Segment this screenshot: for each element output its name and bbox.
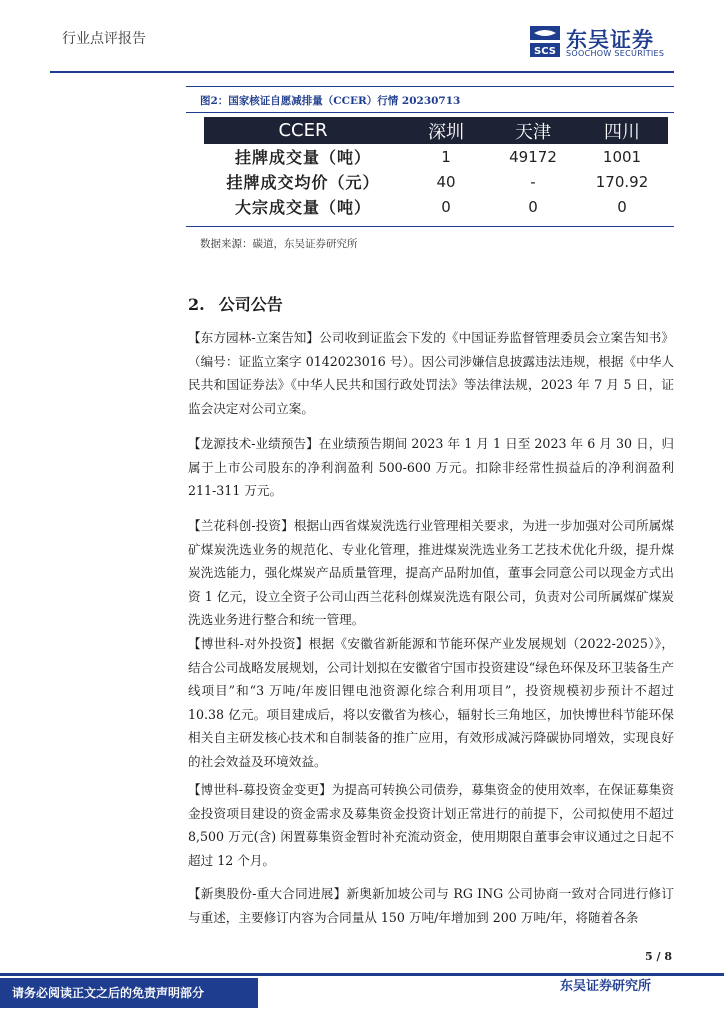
table-row (204, 194, 668, 219)
table-header-cell: CCER (204, 117, 402, 144)
ccer-table (204, 117, 668, 219)
table-cell: 49172 (509, 147, 557, 166)
table-cell: 40 (436, 172, 456, 191)
table-header-cell: 天津 (490, 117, 576, 144)
header-divider (50, 71, 674, 73)
section-number: 2. (188, 295, 205, 314)
announcement-paragraph: 【兰花科创-投资】根据山西省煤炭洗选行业管理相关要求，为进一步加强对公司所属煤矿煤炭洗选业务的规范化、专业化管理，推进煤炭洗选业务工艺技术优化升级，提升煤炭洗选能力，强化煤炭产品质量管理，提高产品附加值，董事会同意公司以现金方式出资 1 亿元，设立全资子公司山西兰花科创煤炭洗选有限公司，负责对公司所属煤矿煤炭洗选业务进行整合和统一管理。 (188, 518, 674, 627)
table-cell: 0 (441, 197, 451, 216)
row-label: 大宗成交量（吨） (234, 198, 371, 217)
brand-logo (528, 22, 678, 62)
table-row (204, 169, 668, 194)
announcement-paragraph: 【东方园林-立案告知】公司收到证监会下发的《中国证券监督管理委员会立案告知书》（编号：证监立案字 0142023016 号）。因公司涉嫌信息披露违法违规，根据《中华人民共和国证券法》《中华人民共和国行政处罚法》等法律法规，2023 年 7 月 5 日，证监会决定对公司立案。 (188, 330, 674, 416)
table-cell: 0 (617, 197, 627, 216)
table-cell: 0 (528, 197, 538, 216)
disclaimer-banner: 请务必阅读正文之后的免责声明部分 (0, 978, 258, 1008)
logo-en-text: SOOCHOW SECURITIES (566, 49, 665, 58)
footer-org: 东吴证券研究所 (560, 979, 652, 994)
announcement-paragraph: 【龙源技术-业绩预告】在业绩预告期间 2023 年 1 月 1 日至 2023 年 6 月 30 日，归属于上市公司股东的净利润盈利 500-600 万元。扣除非经常性损益后的净利润盈利 211-311 万元。 (188, 436, 674, 498)
table-header-cell: 深圳 (402, 117, 490, 144)
table-cell: 170.92 (595, 172, 649, 191)
figure-bottom-rule (186, 226, 674, 227)
figure-top-rule (186, 86, 674, 87)
section-heading (188, 292, 283, 315)
row-label: 挂牌成交量（吨） (234, 148, 371, 167)
table-cell: 1 (441, 147, 451, 166)
announcement-paragraph: 【博世科-募投资金变更】为提高可转换公司债券，募集资金的使用效率，在保证募集资金投资项目建设的资金需求及募集资金投资计划正常进行的前提下，公司拟使用不超过 8,500 万元(含) 闲置募集资金暂时补充流动资金，使用期限自董事会审议通过之日起不超过 12 个月。 (188, 782, 674, 868)
announcement-paragraph: 【新奥股份-重大合同进展】新奥新加坡公司与 RG ING 公司协商一致对合同进行修订与重述，主要修订内容为合同量从 150 万吨/年增加到 200 万吨/年，将随着各条 (188, 886, 674, 925)
section-title: 公司公告 (218, 295, 283, 314)
figure-source: 数据来源：碳道，东吴证券研究所 (200, 238, 358, 250)
figure-caption: 图2：国家核证自愿减排量（CCER）行情 20230713 (200, 95, 461, 107)
announcement-paragraph: 【博世科-对外投资】根据《安徽省新能源和节能环保产业发展规划（2022-2025）》，结合公司战略发展规划，公司计划拟在安徽省宁国市投资建设“绿色环保及环卫装备生产线项目”和“3 万吨/年废旧锂电池资源化综合利用项目”，投资规模初步预计不超过 10.38 亿元。项目建成后，将以安徽省为核心，辐射长三角地区，加快博世科节能环保相关自主研发核心技术和自制装备的推广应用，有效形成减污降碳协同增效，实现良好的社会效益及环境效益。 (188, 636, 674, 769)
table-cell: - (530, 172, 536, 191)
page-number: 5 / 8 (645, 950, 672, 963)
soochow-logo-icon (528, 24, 562, 60)
report-type-label: 行业点评报告 (62, 31, 146, 47)
table-row (204, 144, 668, 169)
table-header-row (204, 117, 668, 144)
logo-mark-text: SCS (534, 46, 556, 57)
table-header-cell: 四川 (576, 117, 668, 144)
figure-caption-rule (186, 112, 674, 113)
row-label: 挂牌成交均价（元） (226, 173, 380, 192)
table-cell: 1001 (602, 147, 642, 166)
logo-cn-text: 东吴证券 (566, 28, 654, 52)
